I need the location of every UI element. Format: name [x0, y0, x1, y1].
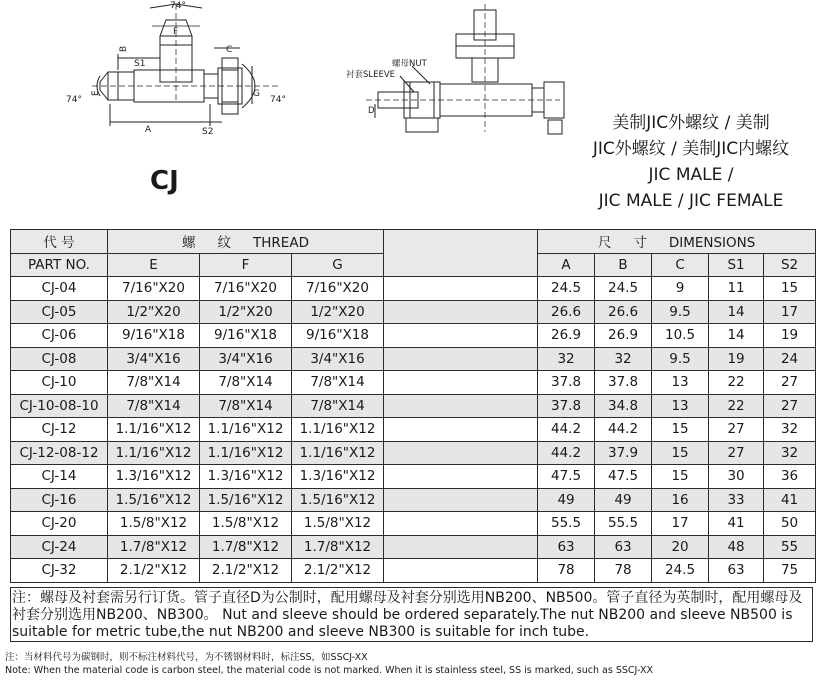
cell-e: 1.5/8"X12	[108, 512, 200, 536]
heading-line-4: JIC MALE / JIC FEMALE	[598, 191, 784, 211]
col-header-G: G	[292, 253, 384, 277]
cell-f: 7/16"X20	[200, 277, 292, 301]
col-header-S1: S1	[709, 253, 764, 277]
cell-b: 49	[595, 488, 652, 512]
cell-b: 32	[595, 347, 652, 371]
cell-a: 44.2	[538, 441, 595, 465]
cell-part: CJ-10-08-10	[11, 394, 108, 418]
blank-cell	[384, 512, 538, 536]
cell-part: CJ-10	[11, 371, 108, 395]
cell-e: 2.1/2"X12	[108, 559, 200, 583]
table-row	[11, 300, 816, 324]
cell-c: 9.5	[652, 347, 709, 371]
cell-b: 37.9	[595, 441, 652, 465]
cell-part: CJ-12	[11, 418, 108, 442]
svg-text:E: E	[91, 90, 101, 96]
svg-text:74°: 74°	[170, 1, 186, 11]
cell-s1: 30	[709, 465, 764, 489]
cell-g: 1.5/8"X12	[292, 512, 384, 536]
order-note	[10, 587, 813, 642]
cell-a: 63	[538, 535, 595, 559]
part-en-header: PART NO.	[11, 253, 108, 277]
cell-s2: 27	[764, 371, 816, 395]
cell-f: 2.1/2"X12	[200, 559, 292, 583]
cell-a: 49	[538, 488, 595, 512]
cell-f: 1.3/16"X12	[200, 465, 292, 489]
cell-b: 78	[595, 559, 652, 583]
cell-g: 1.3/16"X12	[292, 465, 384, 489]
cell-c: 13	[652, 394, 709, 418]
cell-f: 1.7/8"X12	[200, 535, 292, 559]
cell-g: 7/16"X20	[292, 277, 384, 301]
cell-s2: 27	[764, 394, 816, 418]
table-row	[11, 535, 816, 559]
cell-s1: 19	[709, 347, 764, 371]
cell-g: 1.1/16"X12	[292, 441, 384, 465]
cell-f: 1.1/16"X12	[200, 441, 292, 465]
svg-text:衬套SLEEVE: 衬套SLEEVE	[346, 70, 396, 80]
cell-e: 1.1/16"X12	[108, 418, 200, 442]
cell-b: 63	[595, 535, 652, 559]
cell-s1: 41	[709, 512, 764, 536]
cell-c: 13	[652, 371, 709, 395]
table-row	[11, 559, 816, 583]
cell-f: 3/4"X16	[200, 347, 292, 371]
cell-b: 55.5	[595, 512, 652, 536]
table-row	[11, 418, 816, 442]
blank-cell	[384, 418, 538, 442]
table-header-row-1	[11, 230, 816, 254]
right-drawing-labels	[346, 58, 428, 116]
blank-cell	[384, 535, 538, 559]
cell-g: 2.1/2"X12	[292, 559, 384, 583]
svg-text:74°: 74°	[66, 95, 82, 105]
cell-c: 10.5	[652, 324, 709, 348]
cell-s2: 55	[764, 535, 816, 559]
table-row	[11, 441, 816, 465]
cell-s1: 27	[709, 441, 764, 465]
cell-g: 9/16"X18	[292, 324, 384, 348]
cell-g: 1.1/16"X12	[292, 418, 384, 442]
cell-s2: 24	[764, 347, 816, 371]
cell-a: 37.8	[538, 371, 595, 395]
cell-f: 1.1/16"X12	[200, 418, 292, 442]
cell-f: 7/8"X14	[200, 394, 292, 418]
cell-s1: 22	[709, 371, 764, 395]
table-row	[11, 347, 816, 371]
cell-b: 47.5	[595, 465, 652, 489]
cell-e: 3/4"X16	[108, 347, 200, 371]
svg-text:螺母NUT: 螺母NUT	[392, 59, 427, 69]
cell-c: 15	[652, 418, 709, 442]
table-row	[11, 394, 816, 418]
cell-part: CJ-20	[11, 512, 108, 536]
col-header-E: E	[108, 253, 200, 277]
cell-b: 26.6	[595, 300, 652, 324]
cell-a: 47.5	[538, 465, 595, 489]
cell-e: 1.3/16"X12	[108, 465, 200, 489]
cell-g: 7/8"X14	[292, 394, 384, 418]
svg-text:B: B	[119, 45, 129, 52]
cell-s1: 22	[709, 394, 764, 418]
heading-line-1: 美制JIC外螺纹 / 美制	[612, 113, 770, 133]
blank-cell	[384, 394, 538, 418]
cell-s2: 36	[764, 465, 816, 489]
table-row	[11, 371, 816, 395]
heading-line-2: JIC外螺纹 / 美制JIC内螺纹	[592, 139, 790, 159]
cell-s1: 33	[709, 488, 764, 512]
cell-part: CJ-14	[11, 465, 108, 489]
cell-part: CJ-06	[11, 324, 108, 348]
cell-a: 78	[538, 559, 595, 583]
part-cn-header: 代 号	[11, 230, 108, 254]
cell-a: 37.8	[538, 394, 595, 418]
blank-cell	[384, 300, 538, 324]
svg-text:C: C	[226, 45, 233, 55]
svg-text:74°: 74°	[270, 95, 286, 105]
svg-text:S1: S1	[134, 59, 146, 69]
cell-e: 1.1/16"X12	[108, 441, 200, 465]
cell-a: 26.9	[538, 324, 595, 348]
cell-a: 55.5	[538, 512, 595, 536]
table-row	[11, 512, 816, 536]
col-header-C: C	[652, 253, 709, 277]
cell-c: 15	[652, 441, 709, 465]
col-header-S2: S2	[764, 253, 816, 277]
svg-text:F: F	[173, 27, 179, 37]
blank-cell	[384, 488, 538, 512]
svg-text:S2: S2	[202, 127, 214, 137]
heading-line-3: JIC MALE /	[648, 165, 734, 185]
cell-f: 1.5/8"X12	[200, 512, 292, 536]
blank-cell	[384, 277, 538, 301]
cell-b: 44.2	[595, 418, 652, 442]
note-en: Nut and sleeve should be ordered separately.The nut NB200 and sleeve NB500 is suitable for metric tube,the nut NB200 and sleeve NB300 is suitable for inch tube.	[12, 607, 793, 640]
blank-cell	[384, 371, 538, 395]
col-header-B: B	[595, 253, 652, 277]
cell-s1: 14	[709, 324, 764, 348]
model-code: CJ	[150, 166, 179, 196]
cell-s2: 17	[764, 300, 816, 324]
blank-cell	[384, 465, 538, 489]
cell-b: 26.9	[595, 324, 652, 348]
cell-b: 37.8	[595, 371, 652, 395]
cell-s1: 27	[709, 418, 764, 442]
left-tee-drawing	[92, 4, 280, 126]
cell-a: 32	[538, 347, 595, 371]
heading-lines	[560, 110, 822, 214]
cell-part: CJ-04	[11, 277, 108, 301]
note-cn: 注：螺母及衬套需另行订货。管子直径D为公制时，配用螺母及衬套分别选用NB200、NB500。管子直径为英制时，配用螺母及衬套分别选用NB200、NB300。	[12, 590, 803, 623]
cell-part: CJ-12-08-12	[11, 441, 108, 465]
cell-g: 7/8"X14	[292, 371, 384, 395]
footnote-en: Note: When the material code is carbon steel, the material code is not marked. When it is stainless steel, SS is marked, such as SSCJ-XX	[5, 665, 653, 676]
cell-g: 1/2"X20	[292, 300, 384, 324]
footnote-cn: 注：当材料代号为碳钢时，则不标注材料代号，为不锈钢材料时，标注SS，如SSCJ-XX	[5, 652, 368, 663]
cell-s2: 32	[764, 441, 816, 465]
cell-part: CJ-08	[11, 347, 108, 371]
svg-text:D: D	[368, 106, 375, 116]
cell-e: 9/16"X18	[108, 324, 200, 348]
col-header-A: A	[538, 253, 595, 277]
blank-cell	[384, 324, 538, 348]
cell-e: 1/2"X20	[108, 300, 200, 324]
cell-g: 1.5/16"X12	[292, 488, 384, 512]
cell-c: 17	[652, 512, 709, 536]
table-row	[11, 277, 816, 301]
cell-s2: 50	[764, 512, 816, 536]
cell-f: 9/16"X18	[200, 324, 292, 348]
cell-f: 1.5/16"X12	[200, 488, 292, 512]
blank-cell	[384, 441, 538, 465]
blank-cell	[384, 347, 538, 371]
cell-s2: 41	[764, 488, 816, 512]
right-tee-drawing	[366, 4, 564, 134]
blank-cell	[384, 559, 538, 583]
dimensions-header: 尺 寸 DIMENSIONS	[538, 230, 816, 254]
svg-text:G: G	[253, 89, 260, 99]
cell-part: CJ-32	[11, 559, 108, 583]
cell-a: 44.2	[538, 418, 595, 442]
cell-s1: 48	[709, 535, 764, 559]
cell-e: 1.7/8"X12	[108, 535, 200, 559]
cell-s1: 63	[709, 559, 764, 583]
cell-s1: 11	[709, 277, 764, 301]
cell-s1: 14	[709, 300, 764, 324]
spec-table	[10, 229, 816, 583]
cell-e: 7/8"X14	[108, 394, 200, 418]
table-row	[11, 488, 816, 512]
cell-s2: 19	[764, 324, 816, 348]
cell-s2: 15	[764, 277, 816, 301]
cell-part: CJ-16	[11, 488, 108, 512]
cell-c: 24.5	[652, 559, 709, 583]
cell-part: CJ-24	[11, 535, 108, 559]
cell-e: 7/16"X20	[108, 277, 200, 301]
svg-text:A: A	[145, 125, 152, 135]
cell-c: 9	[652, 277, 709, 301]
cell-c: 20	[652, 535, 709, 559]
cell-e: 1.5/16"X12	[108, 488, 200, 512]
cell-e: 7/8"X14	[108, 371, 200, 395]
table-row	[11, 324, 816, 348]
cell-f: 7/8"X14	[200, 371, 292, 395]
cell-s2: 75	[764, 559, 816, 583]
cell-c: 9.5	[652, 300, 709, 324]
blank-header	[384, 230, 538, 277]
cell-part: CJ-05	[11, 300, 108, 324]
cell-b: 34.8	[595, 394, 652, 418]
cell-b: 24.5	[595, 277, 652, 301]
table-row	[11, 465, 816, 489]
cell-c: 16	[652, 488, 709, 512]
cell-f: 1/2"X20	[200, 300, 292, 324]
cell-c: 15	[652, 465, 709, 489]
cell-g: 1.7/8"X12	[292, 535, 384, 559]
cell-s2: 32	[764, 418, 816, 442]
col-header-F: F	[200, 253, 292, 277]
thread-header: 螺 纹 THREAD	[108, 230, 384, 254]
cell-g: 3/4"X16	[292, 347, 384, 371]
cell-a: 24.5	[538, 277, 595, 301]
cell-a: 26.6	[538, 300, 595, 324]
